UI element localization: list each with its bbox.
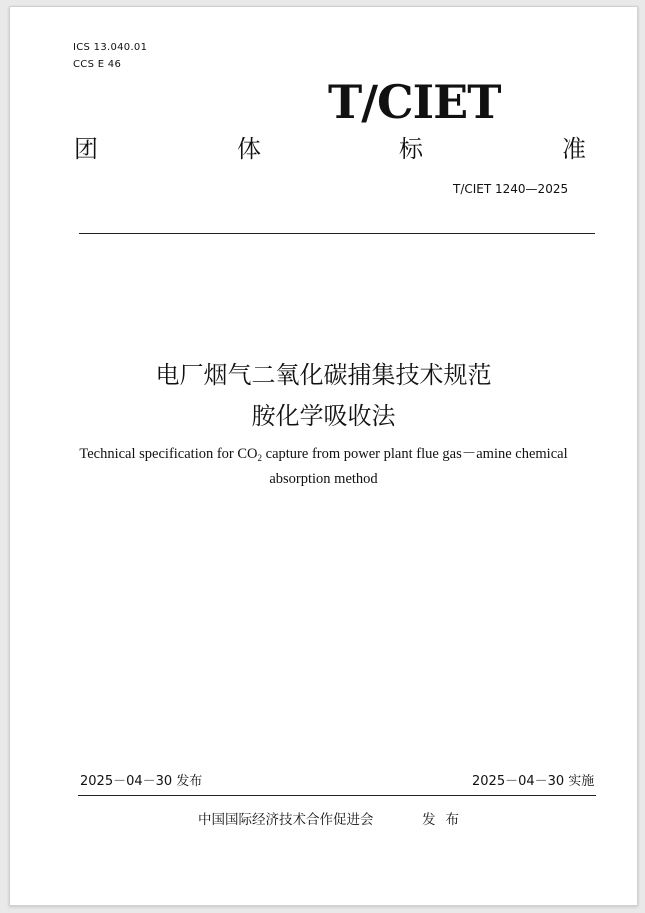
standard-type-char: 准 <box>562 135 586 163</box>
standard-type-char: 团 <box>74 135 98 163</box>
header-divider <box>79 233 595 234</box>
document-page <box>9 6 638 906</box>
document-number: T/CIET 1240—2025 <box>453 182 569 196</box>
standard-brand-logo: T/CIET <box>328 75 501 129</box>
publish-date: 2025－04－30 发布 <box>80 774 203 789</box>
title-english-part2: capture from power plant flue gas－amine chemical absorption method <box>262 446 568 487</box>
publish-label: 发布 <box>422 812 469 828</box>
title-english-part1: Technical specification for CO <box>79 446 258 462</box>
ics-code: ICS 13.040.01 <box>73 42 148 53</box>
effective-date: 2025－04－30 实施 <box>472 774 595 789</box>
title-chinese-line1: 电厂烟气二氧化碳捕集技术规范 <box>155 361 492 389</box>
publisher-name: 中国国际经济技术合作促进会 <box>198 812 374 828</box>
title-english-subscript: 2 <box>257 453 263 463</box>
standard-type-char: 体 <box>237 135 261 163</box>
ccs-code: CCS E 46 <box>73 59 122 70</box>
footer-divider <box>78 795 596 796</box>
title-english <box>50 444 597 490</box>
standard-type-char: 标 <box>399 135 423 163</box>
title-chinese-line2: 胺化学吸收法 <box>251 402 396 430</box>
